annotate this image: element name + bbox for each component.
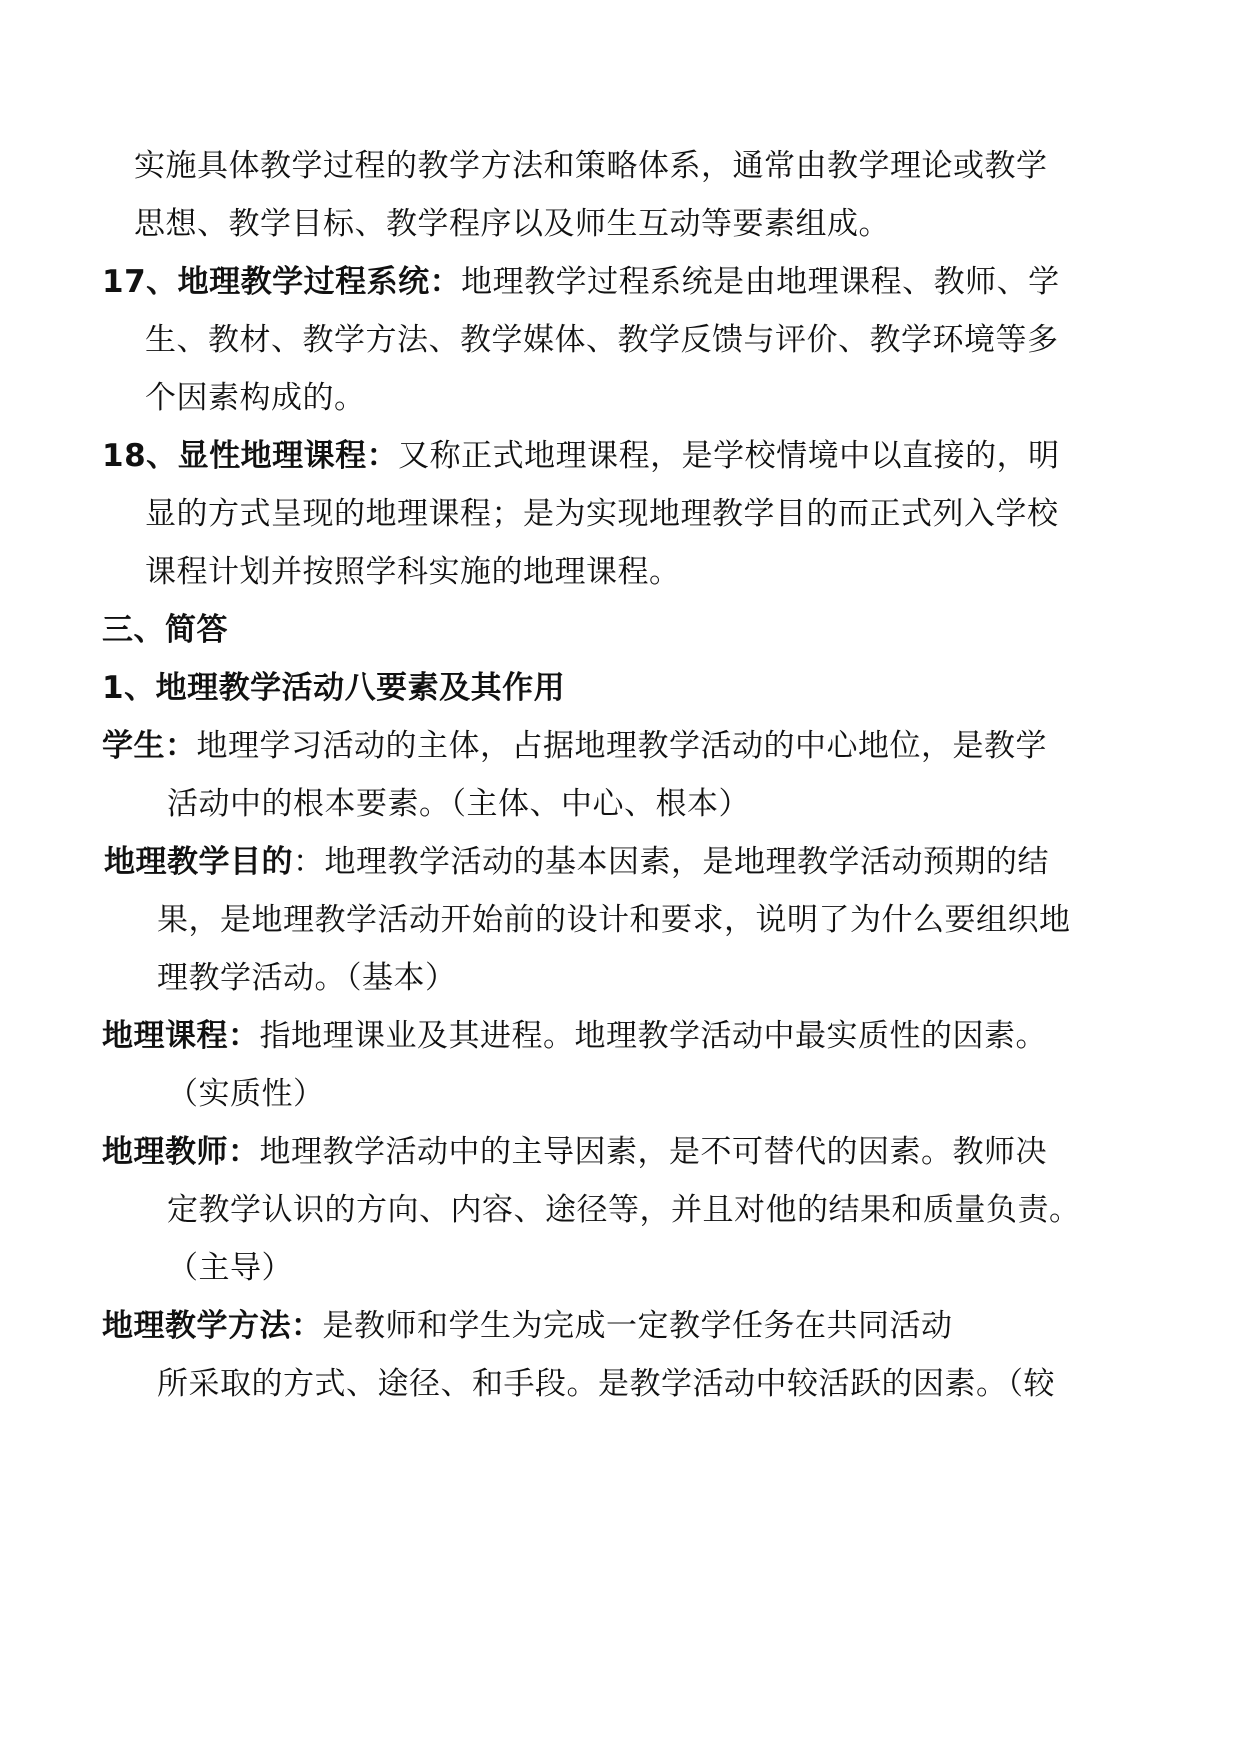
section-heading: 三、简答 [102, 612, 228, 648]
course-line-1 [102, 1016, 1047, 1056]
item18-line-2: 显的方式呈现的地理课程；是为实现地理教学目的而正式列入学校 [145, 496, 1059, 532]
method-text-1: 是教师和学生为完成一定教学任务在共同活动 [322, 1308, 953, 1344]
method-term: 地理教学方法： [102, 1308, 323, 1344]
course-text-1: 指地理课业及其进程。地理教学活动中最实质性的因素。 [259, 1018, 1047, 1054]
intro-line-2: 思想、教学目标、教学程序以及师生互动等要素组成。 [134, 206, 890, 242]
intro-line-1: 实施具体教学过程的教学方法和策略体系，通常由教学理论或教学 [134, 148, 1048, 184]
purpose-term: 地理教学目的 [104, 844, 293, 880]
teacher-line-1 [102, 1132, 1047, 1172]
purpose-line-1 [104, 842, 1049, 882]
item17-text-1: 地理教学过程系统是由地理课程、教师、学 [461, 264, 1060, 300]
teacher-text-1: 地理教学活动中的主导因素，是不可替代的因素。教师决 [259, 1134, 1047, 1170]
student-text-1: 地理学习活动的主体，占据地理教学活动的中心地位，是教学 [196, 728, 1047, 764]
item17-term: 17、地理教学过程系统： [102, 264, 462, 300]
course-term: 地理课程： [102, 1018, 260, 1054]
teacher-line-2: 定教学认识的方向、内容、途径等，并且对他的结果和质量负责。 [167, 1192, 1081, 1228]
purpose-line-3: 理教学活动。（基本） [157, 960, 457, 996]
item17-line-2: 生、教材、教学方法、教学媒体、教学反馈与评价、教学环境等多 [145, 322, 1059, 358]
purpose-text-1: ：地理教学活动的基本因素，是地理教学活动预期的结 [293, 844, 1049, 880]
item18-line-3: 课程计划并按照学科实施的地理课程。 [145, 554, 681, 590]
item18-text-1: 又称正式地理课程，是学校情境中以直接的，明 [398, 438, 1060, 474]
method-line-2: 所采取的方式、途径、和手段。是教学活动中较活跃的因素。（较 [157, 1366, 1055, 1402]
item17-line-3: 个因素构成的。 [145, 380, 366, 416]
item18-line-1 [102, 436, 1060, 476]
teacher-term: 地理教师： [102, 1134, 260, 1170]
question-1-heading: 1、地理教学活动八要素及其作用 [102, 670, 566, 706]
student-line-1 [102, 726, 1047, 766]
purpose-line-2: 果，是地理教学活动开始前的设计和要求，说明了为什么要组织地 [157, 902, 1071, 938]
item17-line-1 [102, 262, 1060, 302]
item18-term: 18、显性地理课程： [102, 438, 399, 474]
student-term: 学生： [102, 728, 197, 764]
teacher-line-3: （主导） [167, 1250, 293, 1286]
method-line-1 [102, 1306, 953, 1346]
student-line-2: 活动中的根本要素。（主体、中心、根本） [167, 786, 750, 822]
course-line-2: （实质性） [167, 1076, 325, 1112]
